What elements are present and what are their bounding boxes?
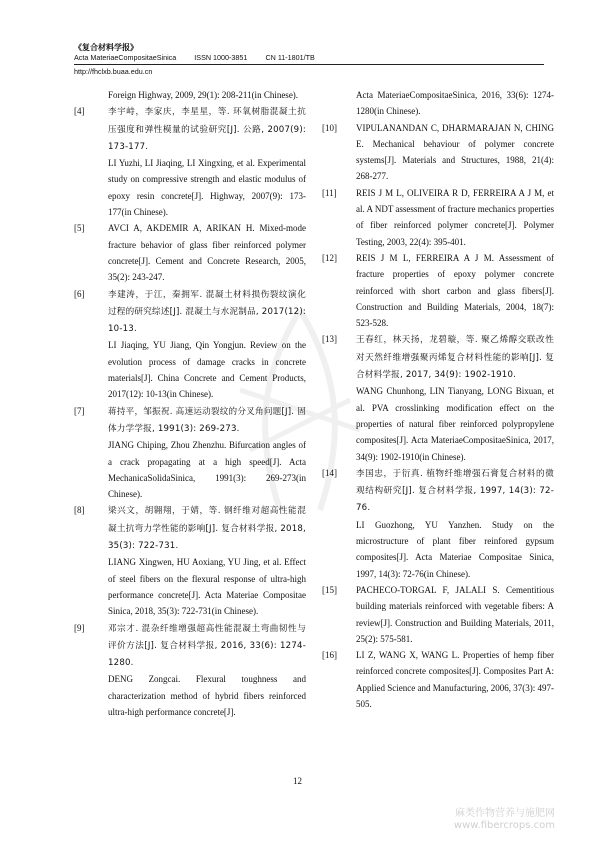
reference-text: Acta MateriaeCompositaeSinica, 2016, 33(6): 1274-1280(in Chinese).	[356, 90, 554, 117]
reference-item	[74, 620, 306, 721]
reference-number: [14]	[322, 467, 337, 478]
reference-text-cn: 李建涛，于江，秦拥军. 混凝土材料损伤裂纹演化过程的研究综述[J]. 混凝土与水泥制品, 2017(12): 10-13.	[108, 289, 306, 335]
footer-watermark-url: www.fibercrops.com	[453, 820, 555, 831]
reference-item	[74, 103, 306, 220]
reference-item	[322, 120, 554, 185]
reference-number: [11]	[322, 187, 337, 198]
reference-number: [4]	[74, 106, 85, 117]
reference-text: LI Yuzhi, LI Jiaqing, LI Xingxing, et al. Experimental study on compressive strength and elastic modulus of epoxy resin concrete[J]. Highway, 2007(9): 173-177(in Chinese).	[108, 158, 306, 218]
reference-text: AVCI A, AKDEMIR A, ARIKAN H. Mixed-mode fracture behavior of glass fiber reinforced polymer concrete[J]. Cement and Concrete Research, 2005, 35(2): 243-247.	[108, 223, 306, 283]
reference-item	[322, 647, 554, 712]
reference-item	[74, 220, 306, 285]
reference-item	[322, 250, 554, 331]
reference-item	[322, 582, 554, 647]
reference-text-cn: 王春红，林天扬，龙碧璇，等. 聚乙烯醇交联改性对天然纤维增强聚丙烯复合材料性能的影响[J]. 复合材料学报, 2017, 34(9): 1902-1910.	[356, 335, 554, 381]
reference-item	[74, 403, 306, 503]
journal-cn-number: CN 11-1801/TB	[265, 53, 315, 62]
page-number: 12	[293, 776, 302, 786]
reference-number: [15]	[322, 584, 337, 595]
reference-text-cn: 李宇峙，李家庆，李星星，等. 环氧树脂混凝土抗压强度和弹性模量的试验研究[J]. 公路, 2007(9): 173-177.	[108, 107, 306, 152]
reference-text: LI Jiaqing, YU Jiang, Qin Yongjun. Review on the evolution process of damage cracks in concrete materials[J]. China Concrete and Cement Products, 2017(12): 10-13(in Chinese).	[108, 340, 306, 400]
reference-item	[74, 502, 306, 619]
reference-number: [9]	[74, 622, 85, 633]
reference-number: [5]	[74, 223, 85, 234]
reference-text: PACHECO-TORGAL F, JALALI S. Cementitious building materials reinforced with vegetable fibers: A review[J]. Construction and Building Materials, 2011, 25(2): 575-581.	[356, 584, 554, 644]
journal-title-en: Acta MateriaeCompositaeSinica	[74, 53, 177, 62]
header-rule	[74, 64, 544, 65]
reference-text: VIPULANANDAN C, DHARMARAJAN N, CHING E. Mechanical behaviour of polymer concrete systems[J]. Materials and Structures, 1988, 21(4): 268-277.	[356, 122, 554, 182]
reference-text: JIANG Chiping, Zhou Zhenzhu. Bifurcation angles of a crack propagating at a high speed[J]. Acta MechanicaSolidaSinica, 1991(3): 269-273(in Chinese).	[108, 440, 306, 500]
reference-number: [8]	[74, 505, 85, 516]
footer-watermark-cn: 麻类作物营养与施肥网	[455, 808, 555, 819]
journal-title-cn: 《复合材料学报》	[74, 43, 138, 52]
journal-header	[74, 42, 554, 77]
reference-number: [13]	[322, 334, 337, 345]
reference-text: Foreign Highway, 2009, 29(1): 208-211(in Chinese).	[108, 90, 299, 100]
reference-item	[322, 331, 554, 464]
reference-number: [16]	[322, 650, 337, 661]
reference-text: WANG Chunhong, LIN Tianyang, LONG Bixuan, et al. PVA crosslinking modification effect on the properties of natural fiber reinforced polypropylene composites[J]. Acta MateriaeCompositaeSinica, 2017, 34(9): 1902-1910(in Chinese).	[356, 386, 554, 462]
reference-text-cn: 梁兴文，胡翱翔，于婧，等. 钢纤维对超高性能混凝土抗弯力学性能的影响[J]. 复合材料学报, 2018, 35(3): 722-731.	[108, 506, 306, 552]
reference-item	[322, 465, 554, 582]
reference-number: [10]	[322, 122, 337, 133]
reference-number: [7]	[74, 405, 85, 416]
reference-text: DENG Zongcai. Flexural toughness and characterization method of hybrid fibers reinforced ultra-high performance concrete[J].	[108, 674, 306, 717]
reference-text-cn: 蒋持平，邹振祝. 高速运动裂纹的分叉角问题[J]. 固体力学学报, 1991(3): 269-273.	[108, 406, 306, 434]
reference-text: LIANG Xingwen, HU Aoxiang, YU Jing, et al. Effect of steel fibers on the flexural response of ultra-high performance concrete[J]. Acta Materiae Compositae Sinica, 2018, 35(3): 722-731(in Chinese).	[108, 557, 306, 617]
reference-item	[74, 87, 306, 103]
reference-number: [6]	[74, 288, 85, 299]
footer-watermark	[454, 808, 555, 832]
journal-meta	[74, 53, 554, 63]
references-left-column	[74, 87, 306, 720]
reference-item	[322, 185, 554, 250]
reference-text-cn: 李国忠，于衍真. 植物纤维增强石膏复合材料的微观结构研究[J]. 复合材料学报, 1997, 14(3): 72-76.	[356, 468, 554, 514]
journal-issn: ISSN 1000-3851	[194, 53, 248, 62]
reference-number: [12]	[322, 252, 337, 263]
reference-text: REIS J M L, FERREIRA A J M. Assessment of fracture properties of epoxy polymer concrete reinforced with short carbon and glass fibers[J]. Construction and Building Materials, 2004, 18(7): 523-528.	[356, 252, 554, 329]
reference-item	[74, 286, 306, 403]
references-right-column	[322, 87, 554, 712]
reference-text-cn: 邓宗才. 混杂纤维增强超高性能混凝土弯曲韧性与评价方法[J]. 复合材料学报, 2016, 33(6): 1274-1280.	[108, 623, 306, 669]
reference-item	[322, 87, 554, 120]
reference-text: LI Guozhong, YU Yanzhen. Study on the microstructure of plant fiber reinfored gypsum composites[J]. Acta Materiae Compositae Sinica, 1997, 14(3): 72-76(in Chinese).	[356, 519, 554, 579]
journal-url[interactable]: http://fhclxb.buaa.edu.cn	[74, 67, 153, 76]
reference-text: REIS J M L, OLIVEIRA R D, FERREIRA A J M, et al. A NDT assessment of fracture mechanics properties of fiber reinforced polymer concrete[J]. Polymer Testing, 2003, 22(4): 395-401.	[356, 187, 554, 247]
reference-text: LI Z, WANG X, WANG L. Properties of hemp fiber reinforced concrete composites[J]. Composites Part A: Applied Science and Manufacturing, 2006, 37(3): 497-505.	[356, 650, 554, 709]
